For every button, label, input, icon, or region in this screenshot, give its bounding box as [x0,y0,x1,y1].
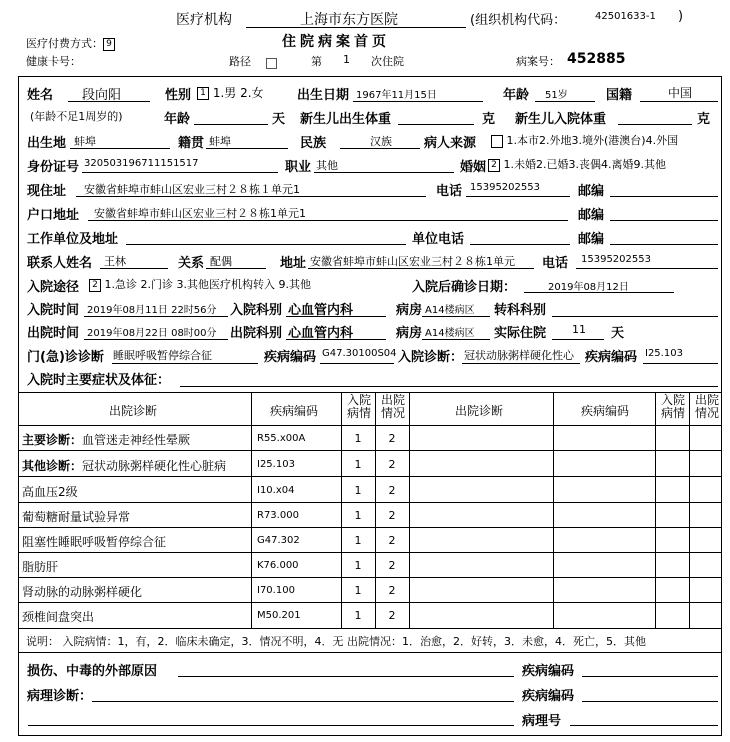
op-diag-label: 门(急)诊诊断 [27,350,104,365]
contact-phone-label: 电话 [542,256,569,271]
table-row: 高血压2级 [22,485,78,499]
row-code: I10.x04 [257,485,295,496]
out-time-label: 出院时间 [27,326,80,341]
birth-label: 出生日期 [297,88,350,103]
marital-code: 2 [488,159,500,172]
sex-field: 1 1.男 2.女 [197,84,264,101]
nb-admission-weight-label: 新生儿入院体重 [515,112,607,127]
row-in: 1 [354,484,362,497]
nation-label: 国籍 [606,88,633,103]
out-dept-label: 出院科别 [230,326,283,341]
day-unit: 天 [272,112,286,127]
admission-no-prefix: 第 [311,55,322,68]
age-value: 51岁 [545,90,568,101]
contact-value: 王林 [104,255,126,268]
id-value: 320503196711151517 [84,158,199,169]
birthplace-value: 蚌埠 [74,135,96,148]
source-field: 1.本市2.外地3.境外(港澳台)4.外国 [491,132,678,148]
marital-field: 2 1.未婚2.已婚3.丧偶4.离婚9.其他 [488,156,666,172]
adm-code-label: 疾病编码 [585,350,638,365]
job-value: 其他 [316,159,338,172]
ethnic-value: 汉族 [370,135,392,148]
health-card-label: 健康卡号： [26,55,81,68]
contact-address-value: 安徽省蚌埠市蚌山区宏业三村２８栋1单元 [310,255,515,268]
out-ward-label: 病房 [396,326,423,341]
stay-label: 实际住院 [494,326,547,341]
table-row: 脂肪肝 [22,560,59,574]
row-code: I25.103 [257,459,295,470]
row-code: R55.x00A [257,433,306,444]
injury-code-label: 疾病编码 [522,664,575,679]
sex-label: 性别 [165,88,192,103]
out-dept-value: 心血管内科 [288,326,354,341]
row-in: 1 [354,609,362,622]
row-out: 2 [388,458,396,471]
marital-label: 婚姻 [460,160,487,175]
job-label: 职业 [285,160,312,175]
org-code: 42501633-1 [595,11,656,22]
th-in-right: 入院病情 [660,393,685,420]
injury-label: 损伤、中毒的外部原因 [27,664,158,679]
native-label: 籍贯 [178,136,205,151]
phone-value: 15395202553 [470,182,540,193]
row-code: M50.201 [257,610,301,621]
table-note: 说明： 入院病情：1，有，2．临床未确定，3．情况不明，4．无 出院情况：1．治愈，2．好转，3．未愈，4．死亡，5．其他 [26,635,646,648]
id-label: 身份证号 [27,160,80,175]
adm-diag-label: 入院诊断： [398,350,464,365]
hukou-zip-label: 邮编 [578,208,605,223]
row-code: I70.100 [257,585,295,596]
hukou-label: 户口地址 [27,208,80,223]
row-code: G47.302 [257,535,300,546]
work-zip-label: 邮编 [578,232,605,247]
pathway-label: 路径 [229,55,251,68]
th-diag-left: 出院诊断 [109,404,158,418]
nation-value: 中国 [668,86,693,100]
row-out: 2 [388,584,396,597]
stay-unit: 天 [611,326,625,341]
row-out: 2 [388,484,396,497]
stay-value: 11 [572,323,586,336]
contact-phone-value: 15395202553 [581,254,651,265]
route-code: 2 [89,279,101,292]
row-code: K76.000 [257,560,299,571]
ethnic-label: 民族 [300,136,327,151]
row-out: 2 [388,609,396,622]
route-field: 2 1.急诊 2.门诊 3.其他医疗机构转入 9.其他 [89,276,311,292]
row-out: 2 [388,509,396,522]
row-code: R73.000 [257,510,299,521]
pathway-checkbox[interactable] [266,54,277,73]
birth-value: 1967年11月15日 [356,90,437,101]
in-time-value: 2019年08月11日 22时56分 [87,305,217,316]
adm-code-value: I25.103 [645,348,683,359]
org-code-label: (组织机构代码： [470,13,567,28]
record-no-label: 病案号： [516,55,560,68]
record-no: 452885 [567,51,626,67]
th-diag-right: 出院诊断 [455,404,504,418]
in-ward-label: 病房 [396,303,423,318]
relation-label: 关系 [178,256,205,271]
source-box[interactable] [491,135,503,148]
org-name: 上海市东方医院 [300,12,398,28]
row-out: 2 [388,559,396,572]
org-label: 医疗机构 [176,12,232,28]
th-out-left: 出院情况 [380,393,405,420]
contact-label: 联系人姓名 [27,256,93,271]
infant-age-label: 年龄 [164,112,191,127]
th-code-right: 疾病编码 [581,404,630,418]
confirm-date-label: 入院后确诊日期： [412,280,517,295]
hukou-value: 安徽省蚌埠市蚌山区宏业三村２８栋1单元1 [94,207,306,220]
row-in: 1 [354,559,362,572]
admission-no: 1 [343,53,350,66]
relation-value: 配偶 [210,255,232,268]
phone-label: 电话 [436,184,463,199]
patho-label: 病理诊断： [27,689,93,704]
page-title: 住院病案首页 [282,34,390,50]
infant-age-note: (年龄不足1周岁的) [30,110,123,123]
transfer-label: 转科科别 [494,303,547,318]
in-ward-value: A14楼病区 [425,305,475,316]
native-value: 蚌埠 [209,135,231,148]
gram-unit-1: 克 [482,112,496,127]
th-out-right: 出院情况 [694,393,719,420]
table-row: 颈椎间盘突出 [22,610,95,624]
table-row: 其他诊断：冠状动脉粥样硬化性心脏病 [22,459,227,473]
address-value: 安徽省蚌埠市蚌山区宏业三村２８栋１单元1 [84,183,300,196]
adm-diag-value: 冠状动脉粥样硬化性心 [464,349,574,362]
org-code-close: ) [678,9,684,24]
pay-value: 9 [103,38,115,51]
gram-unit-2: 克 [697,112,711,127]
age-label: 年龄 [503,88,530,103]
row-in: 1 [354,509,362,522]
work-label: 工作单位及地址 [27,232,119,247]
th-in-left: 入院病情 [346,393,371,420]
op-diag-value: 睡眠呼吸暂停综合征 [113,349,212,362]
in-time-label: 入院时间 [27,303,80,318]
table-row: 肾动脉的动脉粥样硬化 [22,585,143,599]
table-row: 阻塞性睡眠呼吸暂停综合征 [22,535,167,549]
pay-label: 医疗付费方式： 9 [26,35,115,51]
address-label: 现住址 [27,184,67,199]
row-out: 2 [388,432,396,445]
route-label: 入院途径 [27,280,80,295]
admission-no-suffix: 次住院 [371,55,404,68]
name-value: 段向阳 [82,88,122,103]
th-code-left: 疾病编码 [270,404,319,418]
confirm-date-value: 2019年08月12日 [548,282,629,293]
name-label: 姓名 [27,88,54,103]
row-in: 1 [354,458,362,471]
row-in: 1 [354,432,362,445]
nb-birth-weight-label: 新生儿出生体重 [300,112,392,127]
out-ward-value: A14楼病区 [425,328,475,339]
row-in: 1 [354,584,362,597]
symptoms-label: 入院时主要症状及体征： [27,373,171,388]
out-time-value: 2019年08月22日 08时00分 [87,328,217,339]
op-code-value: G47.30100S04 [322,348,397,359]
sex-code: 1 [197,87,209,100]
contact-address-label: 地址 [280,256,307,271]
patho-no-label: 病理号 [522,714,562,729]
row-out: 2 [388,534,396,547]
zip-label: 邮编 [578,184,605,199]
source-label: 病人来源 [424,136,477,151]
table-row: 主要诊断：血管迷走神经性晕厥 [22,433,191,447]
work-phone-label: 单位电话 [412,232,465,247]
op-code-label: 疾病编码 [264,350,317,365]
in-dept-label: 入院科别 [230,303,283,318]
table-row: 葡萄糖耐量试验异常 [22,510,131,524]
birthplace-label: 出生地 [27,136,67,151]
row-in: 1 [354,534,362,547]
in-dept-value: 心血管内科 [288,303,354,318]
patho-code-label: 疾病编码 [522,689,575,704]
